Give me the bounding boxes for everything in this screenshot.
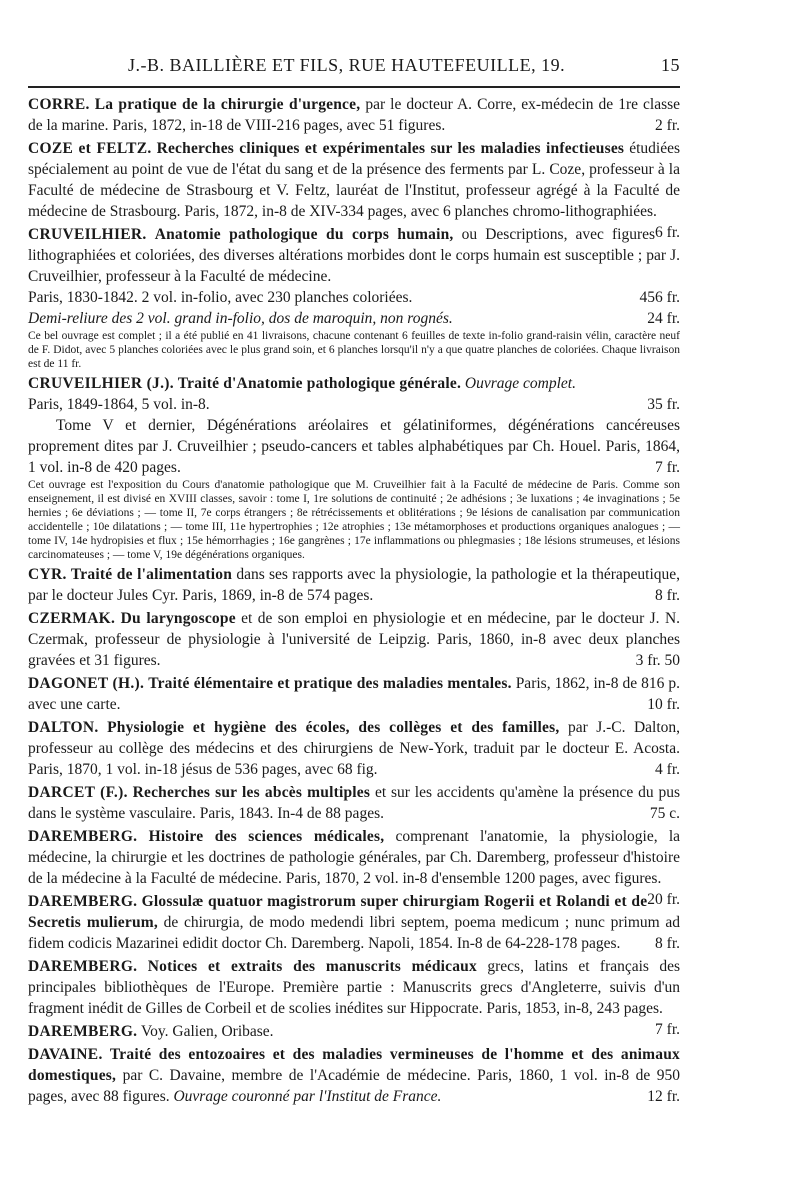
entry-title: Traité d'Anatomie pathologique générale. bbox=[177, 375, 462, 392]
catalog-entries bbox=[28, 94, 680, 1107]
entry-title: Notices et extraits des manuscrits médicaux bbox=[147, 958, 477, 975]
entry-line: Paris, 1849-1864, 5 vol. in-8. bbox=[28, 396, 210, 413]
catalog-entry bbox=[28, 891, 680, 954]
entry-note: Cet ouvrage est l'exposition du Cours d'anatomie pathologique que M. Cruveilhier fait à la Faculté de médecine de Paris. Comme son enseignement, il est divisé en XVIII classes, savoir : tome I, 1re solutions de continuité ; 2e adhésions ; 3e luxations ; 4e invaginations ; 5e hernies ; 6e déviations ; — tome II, 7e corps étrangers ; 8e rétrécissements et oblitérations ; 9e lésions de canalisation par communication accidentelle ; 10e dilatations ; — tome III, 11e hypertrophies ; 12e atrophies ; 13e métamorphoses et productions organiques analogues ; — tome IV, 14e hydropisies et flux ; 15e hémorrhagies ; 16e gangrènes ; 17e inflammations ou phlegmasies ; 18e lésions strumeuses, et lésions carcinomateuses ; — tome V, 19e dégénérations organiques. bbox=[28, 479, 680, 561]
entry-title: Du laryngoscope bbox=[120, 610, 236, 627]
entry-price: 8 fr. bbox=[655, 587, 680, 604]
entry-price: 2 fr. bbox=[655, 117, 680, 134]
entry-text: par le docteur A. Corre, ex-médecin de 1re classe de la marine. Paris, 1872, in-18 de VIII-216 pages, avec 51 figures. bbox=[28, 96, 681, 134]
entry-title: Recherches cliniques et expérimentales sur les maladies infectieuses bbox=[156, 140, 625, 157]
entry-text: par J.-C. Dalton, professeur au collège des médecins et des chirurgiens de New-York, traduit par le docteur E. Acosta. Paris, 1870, 1 vol. in-18 jésus de 536 pages, avec 68 fig. bbox=[28, 719, 681, 778]
entry-text: dans ses rapports avec la physiologie, la pathologie et la thérapeutique, par le docteur Jules Cyr. Paris, 1869, in-8 de 574 pages. bbox=[28, 566, 681, 604]
catalog-entry bbox=[28, 608, 680, 671]
entry-title: Traité de l'alimentation bbox=[70, 566, 233, 583]
entry-text: étudiées spécialement au point de vue de l'état du sang et de la présence des ferments par L. Coze, professeur à la Faculté de médecine de Strasbourg et V. Feltz, lauréat de l'Institut, professeur agrégé à la Faculté de médecine de Strasbourg. Paris, 1872, in-8 de XIV-334 pages, avec 6 planches chromo-lithographiées. bbox=[28, 140, 681, 220]
catalog-entry bbox=[28, 782, 680, 824]
entry-text: et sur les accidents qu'amène la présence du pus dans le système vasculaire. Paris, 1843. In-4 de 88 pages. bbox=[28, 784, 680, 822]
entry-text: par C. Davaine, membre de l'Académie de médecine. Paris, 1860, 1 vol. in-8 de 950 pages, avec 88 figures. bbox=[28, 1067, 680, 1105]
entry-author: DALTON. bbox=[28, 719, 99, 736]
entry-text: grecs, latins et français des principales bibliothèques de l'Europe. Première partie : Manuscrits grecs d'Angleterre, suivis d'un fragment inédit de Gilles de Corbeil et de scolies inédites sur Hippocrate. Paris, 1853, in-8, 243 pages. bbox=[28, 958, 681, 1017]
entry-price-line bbox=[28, 308, 680, 329]
entry-price: 7 fr. bbox=[655, 1021, 680, 1038]
entry-author: DAVAINE. bbox=[28, 1046, 103, 1063]
entry-price: 24 fr. bbox=[647, 310, 680, 327]
entry-italic: Ouvrage complet. bbox=[464, 375, 576, 392]
entry-title: Glossulæ quatuor magistrorum super chirurgiam Rogerii et Rolandi et de Secretis mulierum, bbox=[28, 893, 648, 931]
entry-title: Anatomie pathologique du corps humain, bbox=[154, 226, 454, 243]
page-header bbox=[28, 55, 680, 76]
entry-author: DAREMBERG. bbox=[28, 958, 138, 975]
entry-title: Traité élémentaire et pratique des maladies mentales. bbox=[148, 675, 512, 692]
entry-note: Ce bel ouvrage est complet ; il a été publié en 41 livraisons, chacune contenant 6 feuilles de texte in-folio grand-raisin vélin, caractère neuf de F. Didot, avec 5 planches coloriées avec le plus grand soin, et 6 planches lorsqu'il n'y a que quatre planches de coloriées. Chaque livraison est de 11 fr. bbox=[28, 330, 680, 370]
entry-author: DAREMBERG. bbox=[28, 828, 138, 845]
entry-author: CYR. bbox=[28, 566, 67, 583]
entry-price: 75 c. bbox=[649, 805, 680, 822]
catalog-entry bbox=[28, 673, 680, 715]
catalog-entry bbox=[28, 564, 680, 606]
catalog-entry bbox=[28, 373, 680, 562]
entry-price: 3 fr. 50 bbox=[635, 652, 680, 669]
entry-paragraph bbox=[28, 415, 680, 478]
entry-text: de chirurgia, de modo medendi libri septem, poema medicum ; nunc primum ad fidem codicis Mazarinei edidit doctor Ch. Daremberg. Napoli, 1854. In-8 de 64-228-178 pages. bbox=[28, 914, 680, 952]
catalog-entry bbox=[28, 1021, 680, 1042]
page-number: 15 bbox=[661, 55, 680, 75]
entry-author: DAGONET (H.). bbox=[28, 675, 145, 692]
entry-author: CRUVEILHIER (J.). bbox=[28, 375, 174, 392]
entry-author: COZE et FELTZ. bbox=[28, 140, 152, 157]
entry-title: La pratique de la chirurgie d'urgence, bbox=[94, 96, 361, 113]
catalog-entry bbox=[28, 1044, 680, 1107]
entry-author: DAREMBERG. bbox=[28, 893, 138, 910]
entry-author: DAREMBERG. bbox=[28, 1023, 138, 1040]
entry-para-text: Tome V et dernier, Dégénérations aréolaires et gélatiniformes, dégénérations cancéreuses proprement dites par J. Cruveilhier ; pseudo-cancers et tables alphabétiques par Ch. Houel. Paris, 1864, 1 vol. in-8 de 420 pages. bbox=[28, 417, 680, 476]
catalog-entry bbox=[28, 717, 680, 780]
entry-author: CORRE. bbox=[28, 96, 90, 113]
entry-price: 35 fr. bbox=[647, 396, 680, 413]
entry-title: Traité des entozoaires et des maladies vermineuses de l'homme et des animaux domestiques, bbox=[28, 1046, 680, 1084]
entry-title: Histoire des sciences médicales, bbox=[148, 828, 385, 845]
running-head: J.-B. BAILLIÈRE ET FILS, RUE HAUTEFEUILLE, 19. bbox=[128, 55, 566, 75]
entry-line: Paris, 1830-1842. 2 vol. in-folio, avec 230 planches coloriées. bbox=[28, 289, 413, 306]
entry-price: 4 fr. bbox=[655, 761, 680, 778]
entry-author: DARCET (F.). bbox=[28, 784, 128, 801]
entry-title: Recherches sur les abcès multiples bbox=[132, 784, 371, 801]
entry-line: Demi-reliure des 2 vol. grand in-folio, dos de maroquin, non rognés. bbox=[28, 310, 453, 327]
entry-price: 7 fr. bbox=[655, 459, 680, 476]
entry-italic: Ouvrage couronné par l'Institut de France. bbox=[173, 1088, 442, 1105]
entry-text: et de son emploi en physiologie et en médecine, par le docteur J. N. Czermak, professeur de physiologie à l'université de Leipzig. Paris, 1860, in-8 avec deux planches gravées et 31 figures. bbox=[28, 610, 681, 669]
header-rule bbox=[28, 86, 680, 88]
entry-price: 20 fr. bbox=[647, 891, 680, 908]
entry-price: 10 fr. bbox=[647, 696, 680, 713]
entry-author: CRUVEILHIER. bbox=[28, 226, 147, 243]
entry-text: comprenant l'anatomie, la physiologie, la médecine, la chirurgie et les doctrines de pathologie générales, par Ch. Daremberg, professeur d'histoire de la médecine à la Faculté de médecine. Paris, 1870, 2 vol. in-8 d'ensemble 1200 pages, avec figures. bbox=[28, 828, 681, 887]
entry-price-line bbox=[28, 394, 680, 415]
entry-text: Voy. Galien, Oribase. bbox=[140, 1023, 274, 1040]
entry-price: 456 fr. bbox=[639, 289, 680, 306]
entry-price: 8 fr. bbox=[655, 935, 680, 952]
entry-price: 12 fr. bbox=[647, 1088, 680, 1105]
entry-price: 6 fr. bbox=[655, 224, 680, 241]
catalog-entry bbox=[28, 826, 681, 908]
catalog-entry bbox=[28, 94, 680, 136]
entry-text: Paris, 1862, in-8 de 816 p. avec une carte. bbox=[28, 675, 681, 713]
entry-title: Physiologie et hygiène des écoles, des collèges et des familles, bbox=[107, 719, 560, 736]
entry-price-line bbox=[28, 287, 680, 308]
catalog-entry bbox=[28, 224, 680, 371]
entry-text: ou Descriptions, avec figures lithographiées et coloriées, des diverses altérations morbides dont le corps humain est susceptible ; par J. Cruveilhier, professeur à la Faculté de médecine. bbox=[28, 226, 680, 285]
entry-author: CZERMAK. bbox=[28, 610, 116, 627]
